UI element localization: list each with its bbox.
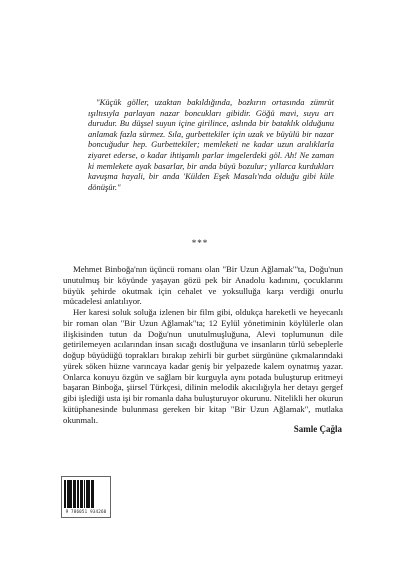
blurb-paragraph-2: Her karesi soluk soluğa izlenen bir film gibi, oldukça hareketli ve heyecanlı bir roman olan "Bir Uzun Ağlamak"ta; 12 Eylül yönetiminin köylülerle olan ilişkisinden tutun da Doğu'nun unutulmuşluğuna, Alevi toplumunun dile getirilemeyen acılarından insan sıcağı dostluğuna ve insanların türlü sebeplerle doğup büyüdüğü toprakları bırakıp zehirli bir gurbet sürgününe çıkmalarındaki yürek söken hüzne varıncaya kadar geniş bir yelpazede kalem oynatmış yazar. Onlarca konuyu özgün ve sağlam bir kurguyla aynı potada buluşturup eritmeyi başaran Binboğa, şiirsel Türkçesi, dilinin melodik akıcılığıyla her detayı gergef gibi işlediği usta işi bir romanla daha buluşturuyor okurunu. Nitelikli her okurun kütüphanesinde bulunması gereken bir kitap "Bir Uzun Ağlamak", mutlaka okunmalı. <box>63 307 343 425</box>
isbn-barcode <box>61 476 111 518</box>
barcode-digits: 9 786051 934260 <box>65 509 107 514</box>
section-separator: *** <box>191 238 209 248</box>
barcode-bars <box>64 480 108 508</box>
blurb-author: Samle Çağla <box>293 424 342 434</box>
blurb-paragraph-1: Mehmet Binboğa'nın üçüncü romanı olan "Bir Uzun Ağlamak"'ta, Doğu'nun unutulmuş bir köyünde yaşayan gözü pek bir Anadolu kadınını, çocuklarını büyük şehirde okutmak için cehalet ve yoksulluğa karşı verdiği onurlu mücadelesi anlatılıyor. <box>63 264 343 307</box>
blurb <box>63 264 343 425</box>
barcode-bar <box>93 480 94 508</box>
epigraph-quote: "Küçük göller, uzaktan bakıldığında, bozkırın ortasında zümrüt ışıltısıyla parlayan nazar boncukları gibidir. Göğü mavi, suyu arı durudur. Bu düşsel suyun içine girilince, aslında bir bataklık olduğunu anlamak fazla sürmez. Sıla, gurbettekiler için uzak ve büyülü bir nazar boncuğudur hep. Gurbettekiler; memleketi ne kadar uzun aralıklarla ziyaret ederse, o kadar ihtişamlı parlar imgelerdeki göl. Ah! Ne zaman ki memlekete ayak basarlar, bir anda büyü bozulur; yıllarca kurdukları kavuşma hayali, bir anda 'Külden Eşek Masalı'nda olduğu gibi küle dönüşür." <box>88 97 334 192</box>
